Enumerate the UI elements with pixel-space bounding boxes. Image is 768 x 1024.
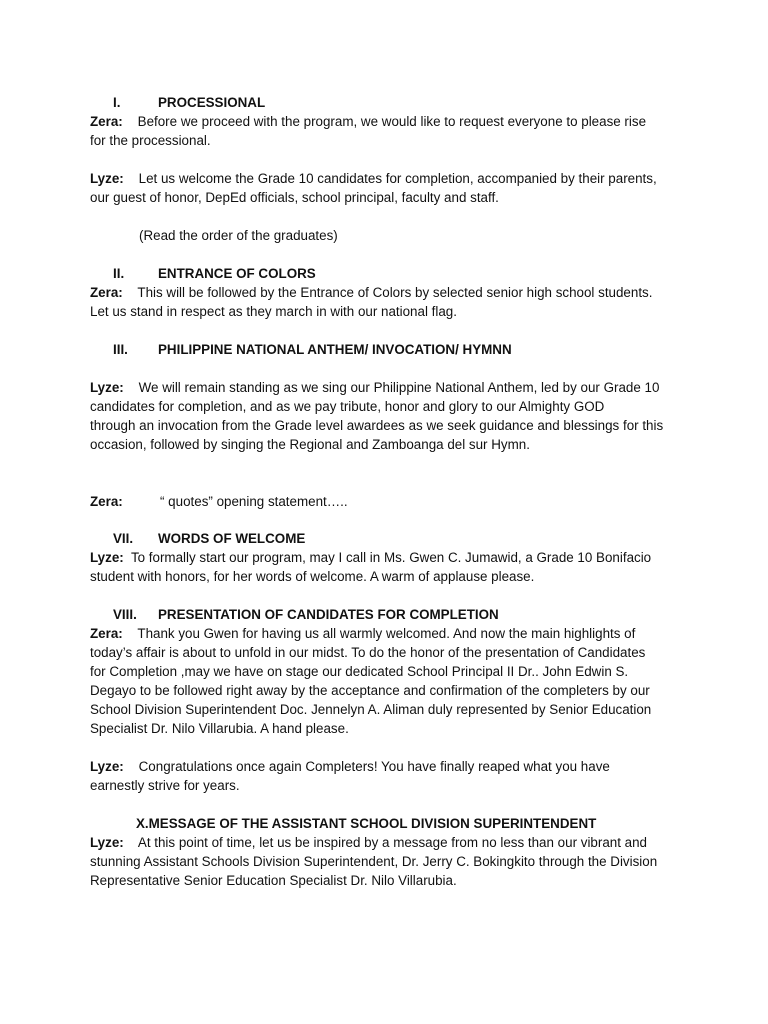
section-heading: PRESENTATION OF CANDIDATES FOR COMPLETION [158, 607, 499, 622]
section-heading: ENTRANCE OF COLORS [158, 266, 316, 281]
dialogue-line: candidates for completion, and as we pay tribute, honor and glory to our Almighty GOD [90, 399, 605, 414]
dialogue-line [90, 283, 652, 302]
dialogue-line: stunning Assistant Schools Division Superintendent, Dr. Jerry C. Bokingkito through the Division [90, 854, 658, 869]
dialogue-line: today’s affair is about to unfold in our midst. To do the honor of the presentation of Candidates [90, 645, 646, 660]
dialogue-line: Degayo to be followed right away by the acceptance and confirmation of the completers by our [90, 683, 650, 698]
stage-note: (Read the order of the graduates) [139, 228, 338, 243]
section-number: II. [113, 266, 125, 281]
dialogue-line: our guest of honor, DepEd officials, school principal, faculty and staff. [90, 190, 499, 205]
section-heading: WORDS OF WELCOME [158, 531, 306, 546]
dialogue-line: through an invocation from the Grade level awardees as we seek guidance and blessings for this [90, 418, 664, 433]
dialogue-line [90, 169, 657, 188]
dialogue-line: for Completion ,may we have on stage our dedicated School Principal II Dr.. John Edwin S. [90, 664, 629, 679]
dialogue-text: To formally start our program, may I call in Ms. Gwen C. Jumawid, a Grade 10 Bonifacio [130, 550, 652, 565]
speaker-label: Zera: [90, 285, 123, 300]
speaker-label: Lyze: [90, 380, 124, 395]
dialogue-text: Before we proceed with the program, we would like to request everyone to please rise [137, 114, 647, 129]
dialogue-line: Let us stand in respect as they march in with our national flag. [90, 304, 457, 319]
speaker-label: Zera: [90, 494, 123, 509]
speaker-label: Zera: [90, 114, 123, 129]
dialogue-line: School Division Superintendent Doc. Jennelyn A. Aliman duly represented by Senior Education [90, 702, 652, 717]
dialogue-line [90, 757, 610, 776]
section-number: I. [113, 95, 121, 110]
speaker-label: Lyze: [90, 550, 124, 565]
speaker-label: Lyze: [90, 171, 124, 186]
dialogue-line: Representative Senior Education Specialist Dr. Nilo Villarubia. [90, 873, 457, 888]
section-number: III. [113, 342, 128, 357]
dialogue-line [90, 624, 635, 643]
dialogue-text: At this point of time, let us be inspired by a message from no less than our vibrant and [137, 835, 648, 850]
dialogue-line [90, 548, 651, 567]
dialogue-text: Let us welcome the Grade 10 candidates for completion, accompanied by their parents, [138, 171, 657, 186]
section-heading: X.MESSAGE OF THE ASSISTANT SCHOOL DIVISION SUPERINTENDENT [136, 816, 597, 831]
dialogue-text: Congratulations once again Completers! You have finally reaped what you have [138, 759, 610, 774]
dialogue-line [90, 112, 646, 131]
dialogue-text: Thank you Gwen for having us all warmly welcomed. And now the main highlights of [137, 626, 636, 641]
dialogue-line: Specialist Dr. Nilo Villarubia. A hand please. [90, 721, 349, 736]
dialogue-line: student with honors, for her words of welcome. A warm of applause please. [90, 569, 535, 584]
section-heading: PHILIPPINE NATIONAL ANTHEM/ INVOCATION/ HYMNN [158, 342, 512, 357]
dialogue-line: occasion, followed by singing the Regional and Zamboanga del sur Hymn. [90, 437, 530, 452]
dialogue-line: for the processional. [90, 133, 211, 148]
speaker-label: Lyze: [90, 759, 124, 774]
section-number: VIII. [113, 607, 137, 622]
section-heading: PROCESSIONAL [158, 95, 266, 110]
section-number: VII. [113, 531, 134, 546]
dialogue-line: earnestly strive for years. [90, 778, 240, 793]
dialogue-line [90, 833, 647, 852]
dialogue-text: This will be followed by the Entrance of Colors by selected senior high school students. [137, 285, 653, 300]
speaker-label: Lyze: [90, 835, 124, 850]
dialogue-line [90, 378, 659, 397]
speaker-label: Zera: [90, 626, 123, 641]
dialogue-text: We will remain standing as we sing our Philippine National Anthem, led by our Grade 10 [138, 380, 660, 395]
dialogue-text: “ quotes” opening statement….. [160, 494, 348, 509]
